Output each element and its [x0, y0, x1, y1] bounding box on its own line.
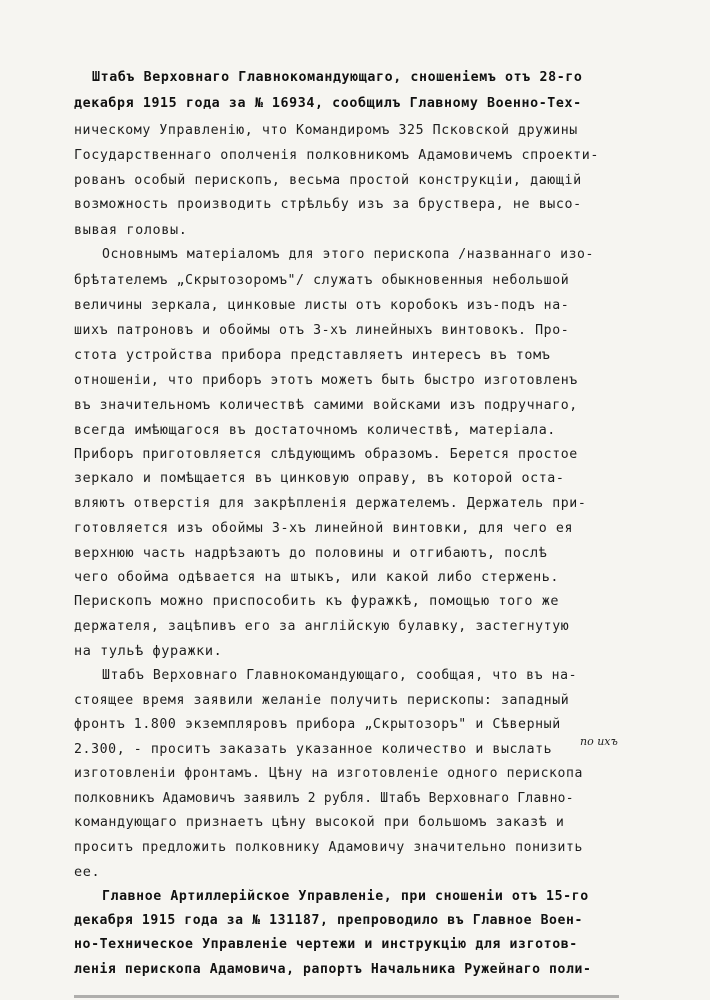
text-line: брѣтателемъ „Скрытозоромъ"/ служатъ обыкновенныя небольшой — [74, 273, 570, 288]
handwritten-insert: по ихъ — [580, 735, 618, 748]
text-line: проситъ предложить полковнику Адамовичу значительно понизить — [74, 840, 583, 855]
text-line: ленія перископа Адамовича, рапортъ Начальника Ружейнаго поли- — [74, 962, 592, 977]
text-line: величины зеркала, цинковые листы отъ коробокъ изъ-подъ на- — [74, 298, 570, 313]
text-line: ническому Управленію, что Командиромъ 325 Псковской дружины — [74, 123, 578, 138]
text-line: Штабъ Верховнаго Главнокомандующаго, сношеніемъ отъ 28-го — [92, 70, 583, 85]
text-line: рованъ особый перископъ, весьма простой конструкціи, дающій — [74, 173, 582, 188]
text-line: ее. — [74, 864, 101, 880]
text-line: всегда имѣющагося въ достаточномъ количествѣ, матеріала. — [74, 423, 556, 438]
text-line: стота устройства прибора представляетъ интересъ въ томъ — [74, 348, 551, 363]
text-line: командующаго признаетъ цѣну высокой при большомъ заказѣ и — [74, 815, 565, 830]
text-line: стоящее время заявили желаніе получить перископы: западный — [74, 693, 570, 708]
text-line: но-Техническое Управленіе чертежи и инструкцію для изготов- — [74, 937, 578, 952]
text-line: готовляется изъ обоймы 3-хъ линейной винтовки, для чего ея — [74, 521, 574, 536]
text-line: держателя, зацѣпивъ его за англійскую булавку, застегнутую — [74, 619, 570, 634]
text-line: Государственнаго ополченія полковникомъ Адамовичемъ спроекти- — [74, 148, 599, 163]
text-line: зеркало и помѣщается въ цинковую оправу, въ которой оста- — [74, 471, 565, 486]
text-line: отношеніи, что приборъ этотъ можетъ быть быстро изготовленъ — [74, 373, 578, 388]
text-line: Штабъ Верховнаго Главнокомандующаго, сообщая, что въ на- — [102, 668, 578, 683]
text-line: въ значительномъ количествѣ самими войсками изъ подручнаго, — [74, 398, 578, 413]
text-line: декабря 1915 года за № 131187, препроводило въ Главное Воен- — [74, 913, 583, 928]
text-line: вляютъ отверстія для закрѣпленія держателемъ. Держатель при- — [74, 496, 587, 511]
text-line: верхнюю часть надрѣзаютъ до половины и отгибаютъ, послѣ — [74, 546, 548, 561]
text-line: шихъ патроновъ и обоймы отъ 3-хъ линейныхъ винтовокъ. Про- — [74, 323, 570, 338]
text-line: чего обойма одѣвается на штыкъ, или какой либо стержень. — [74, 570, 560, 585]
text-line: на тульѣ фуражки. — [74, 643, 223, 659]
text-line: Главное Артиллерійское Управленіе, при сношеніи отъ 15-го — [102, 889, 589, 904]
text-line: возможность производить стрѣльбу изъ за бруствера, не высо- — [74, 197, 582, 212]
text-line: вывая головы. — [74, 222, 188, 238]
text-line: полковникъ Адамовичъ заявилъ 2 рубля. Штабъ Верховнаго Главно- — [74, 791, 574, 806]
text-line: фронтъ 1.800 экземпляровъ прибора „Скрытозоръ" и Сѣверный — [74, 717, 561, 732]
text-line: Приборъ приготовляется слѣдующимъ образомъ. Берется простое — [74, 447, 578, 462]
text-line: Перископъ можно приспособить къ фуражкѣ, помощью того же — [74, 594, 560, 609]
cut-off-line-remnant — [74, 995, 619, 998]
text-line: Основнымъ матеріаломъ для этого перископа /названнаго изо- — [102, 247, 595, 262]
text-line: изготовленіи фронтамъ. Цѣну на изготовленіе одного перископа — [74, 766, 583, 781]
text-line: декабря 1915 года за № 16934, сообщилъ Главному Военно-Тех- — [74, 96, 582, 111]
text-line: 2.300, - проситъ заказать указанное количество и выслать — [74, 742, 553, 757]
